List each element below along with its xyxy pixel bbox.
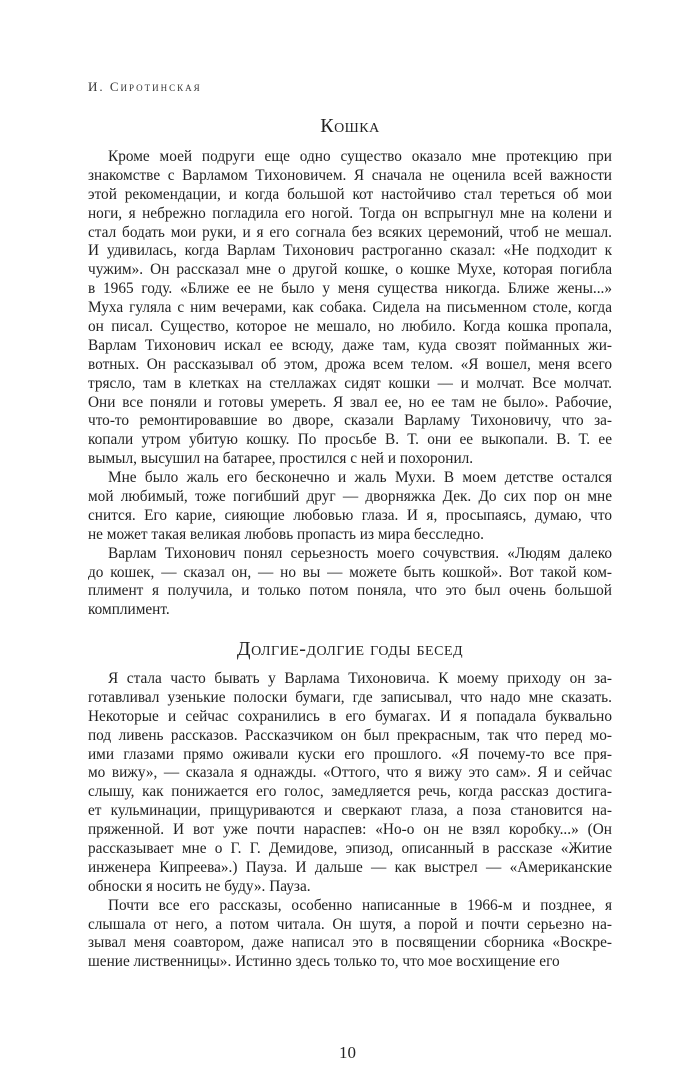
- text-line: ноги, я небрежно погладила его ногой. Тогда он вспрыгнул мне на колени и: [88, 204, 612, 222]
- text-line: снится. Его карие, сияющие любовью глаза. И я, просыпаясь, думаю, что: [88, 506, 612, 524]
- text-line: мой любимый, тоже погибший друг — дворняжка Дек. До сих пор он мне: [88, 488, 612, 506]
- text-line: Кроме моей подруги еще одно существо оказало мне протекцию при: [108, 148, 612, 165]
- text-line: шение лиственницы». Истинно здесь только то, что мое восхищение его: [88, 953, 560, 971]
- section-title-koshka: Кошка: [320, 115, 380, 137]
- section-title-dolgie-gody: Долгие-долгие годы бесед: [236, 638, 464, 660]
- running-head-author: И. Сиротинская: [88, 79, 202, 94]
- text-line: вымыл, высушил на батарее, простился с ней и похоронил.: [88, 450, 474, 468]
- text-line: в 1965 году. «Ближе ее не было у меня существа никогда. Ближе жены...»: [88, 280, 612, 298]
- text-line: Варлам Тихонович понял серьезность моего сочувствия. «Людям далеко: [108, 544, 612, 562]
- text-line: под ливень рассказов. Рассказчиком он был прекрасным, так что перед мо-: [88, 726, 612, 744]
- text-line: ет кульминации, прищуриваются и сверкают глаза, а поза становится на-: [88, 802, 612, 820]
- text-line: И удивилась, когда Варлам Тихонович растроганно сказал: «Не подходит к: [88, 242, 612, 260]
- text-line: Некоторые и сейчас сохранились в его бумагах. И я попадала буквально: [88, 707, 612, 725]
- text-line: Муха гуляла с ним вечерами, как собака. Сидела на письменном столе, когда: [88, 299, 612, 317]
- text-line: трясло, там в клетках на стеллажах сидят кошки — и молчат. Все молчат.: [88, 374, 612, 392]
- paragraph: [88, 469, 612, 545]
- text-line: Мне было жаль его бесконечно и жаль Мухи. В моем детстве остался: [108, 469, 612, 487]
- text-line: Варлам Тихонович искал ее всюду, даже там, куда свозят пойманных жи-: [88, 336, 612, 354]
- section-body-koshka: [88, 148, 612, 620]
- text-line: копали утром убитую кошку. По просьбе В. Т. они ее выкопали. В. Т. ее: [88, 431, 612, 449]
- text-line: пряженной. И вот уже почти нараспев: «Но-о он не взял коробку...» (Он: [88, 821, 612, 839]
- text-line: слышу, как понижается его голос, замедляется речь, когда рассказ достига-: [88, 783, 612, 801]
- text-line: Я стала часто бывать у Варлама Тихоновича. К моему приходу он за-: [108, 670, 612, 687]
- text-line: Они все поняли и готовы умереть. Я звал ее, но ее там не было». Рабочие,: [88, 393, 612, 411]
- text-line: стал бодать мои руки, и я его согнала без всяких церемоний, чтоб не мешал.: [88, 223, 612, 241]
- text-line: слышала от него, а потом читала. Он шутя, а порой и почти серьезно на-: [88, 915, 612, 933]
- text-line: не может такая великая любовь пропасть из мира бесследно.: [88, 525, 484, 543]
- text-line: инженера Кипреева».) Пауза. И дальше — как выстрел — «Американские: [88, 858, 612, 876]
- paragraph: [88, 670, 612, 897]
- text-line: Почти все его рассказы, особенно написанные в 1966-м и позднее, я: [108, 896, 612, 914]
- paragraph: [88, 545, 612, 621]
- paragraph: [88, 897, 612, 973]
- page-number: 10: [339, 1043, 356, 1062]
- text-line: рассказывает мне о Г. Г. Демидове, эпизод, описанный в рассказе «Житие: [88, 840, 612, 858]
- text-line: ими глазами прямо оживали куски его прошлого. «Я почему-то все пря-: [88, 745, 612, 763]
- text-line: готавливал узенькие полоски бумаги, где записывал, что надо мне сказать.: [88, 688, 612, 706]
- text-line: зывал меня соавтором, даже написал это в посвящении сборника «Воскре-: [88, 934, 612, 952]
- text-line: обноски я носить не буду». Пауза.: [88, 877, 311, 895]
- text-line: этой рекомендации, и когда большой кот настойчиво стал тереться об мои: [88, 185, 612, 203]
- text-line: до кошек, — сказал он, — но вы — можете быть кошкой». Вот такой ком-: [88, 563, 612, 581]
- section-body-dolgie-gody: [88, 670, 612, 972]
- text-line: мо вижу», — сказала я однажды. «Оттого, что я вижу это сам». Я и сейчас: [88, 764, 612, 782]
- text-line: комплимент.: [88, 601, 170, 619]
- text-line: вотных. Он рассказывал об этом, дрожа всем телом. «Я вошел, меня всего: [88, 355, 612, 373]
- text-line: чужим». Он рассказал мне о другой кошке, о кошке Мухе, которая погибла: [88, 261, 612, 279]
- paragraph: [88, 148, 612, 469]
- text-line: он писал. Существо, которое не мешало, но любило. Когда кошка пропала,: [88, 318, 612, 336]
- text-line: что-то ремонтировавшие во дворе, сказали Варламу Тихоновичу, что за-: [88, 412, 612, 430]
- text-line: знакомстве с Варламом Тихоновичем. Я сначала не оценила всей важности: [88, 166, 612, 184]
- text-line: плимент я получила, и только потом поняла, что это был очень большой: [88, 582, 612, 600]
